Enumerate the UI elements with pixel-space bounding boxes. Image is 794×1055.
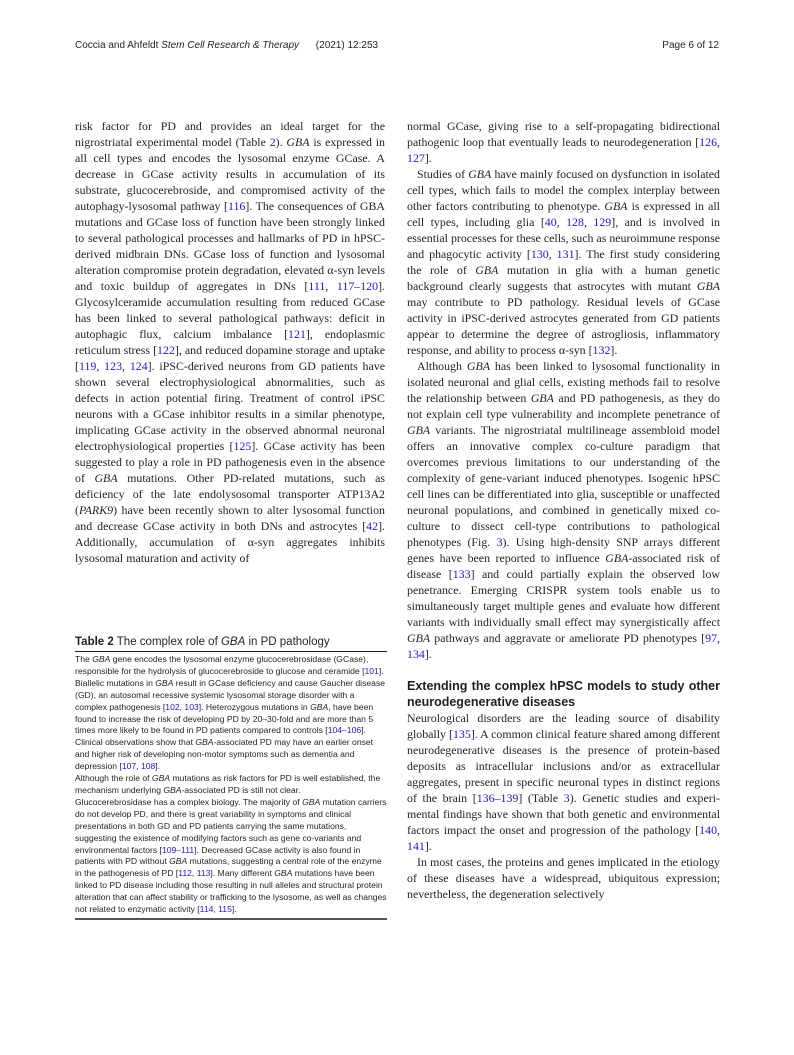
table-2 bbox=[75, 636, 387, 920]
italic-term: GBA bbox=[155, 677, 174, 688]
reference-link[interactable]: 40 bbox=[544, 215, 557, 229]
reference-link[interactable]: 131 bbox=[556, 247, 575, 261]
reference-link[interactable]: 108 bbox=[140, 761, 156, 772]
body-paragraph: normal GCase, giving rise to a self-propagating bidirectional pathogenic loop that eventually leads to neurodegeneration [126, 127]. bbox=[407, 119, 720, 165]
italic-term: GBA bbox=[475, 263, 499, 277]
reference-link[interactable]: 103 bbox=[184, 701, 199, 712]
italic-term: GBA bbox=[530, 391, 554, 405]
reference-link[interactable]: 126 bbox=[699, 135, 718, 149]
page-number: Page 6 of 12 bbox=[662, 40, 719, 51]
reference-link[interactable]: 107 bbox=[121, 761, 137, 772]
table-row: Glucocerebrosidase has a complex biology. The majority of GBA mutation carriers do not develop PD, and there is great variability in symptoms and clinical presentations in both GD and PD patients carrying the same mutations, suggesting the existence of modifying factors such as gene co-variants and environmental factors [109–111]. Decreased GCase activity is also found in patients with PD without GBA mutations, suggesting a central role of the enzyme in the pathogenesis of PD [112, 113]. Many different GBA mutations have been linked to PD disease including those resulting in null alleles and structural protein alteration that can affect stability or trafficking to the lysosome, as well as changes not related to enzymatic activity [114, 115]. bbox=[75, 796, 387, 915]
reference-link[interactable]: 134 bbox=[407, 647, 425, 661]
italic-term: GBA bbox=[163, 784, 182, 795]
italic-term: GBA bbox=[151, 773, 171, 784]
italic-term: GBA bbox=[696, 279, 720, 293]
reference-link[interactable]: 130 bbox=[530, 247, 549, 261]
reference-link[interactable]: 125 bbox=[233, 439, 252, 453]
italic-term: GBA bbox=[605, 551, 629, 565]
reference-link[interactable]: 114 bbox=[199, 904, 214, 915]
reference-link[interactable]: 3 bbox=[563, 791, 570, 805]
italic-term: PARK9 bbox=[78, 503, 114, 517]
italic-term: GBA bbox=[407, 631, 431, 645]
citation-line bbox=[75, 40, 378, 51]
reference-link[interactable]: 124 bbox=[129, 359, 148, 373]
reference-link[interactable]: 115 bbox=[218, 904, 232, 915]
reference-link[interactable]: 112 bbox=[178, 868, 192, 879]
reference-link[interactable]: 101 bbox=[364, 665, 379, 676]
reference-link[interactable]: 140 bbox=[699, 823, 718, 837]
table-row: The GBA gene encodes the lysosomal enzyme glucocerebrosidase (GCase), responsible for the hydrolysis of glucocerebroside to glucose and ceramide [101]. Biallelic mutations in GBA result in GCase deficiency and cause Gaucher disease (GD), an autosomal recessive systemic lysosomal storage disorder with a complex pathogenesis [102, 103]. Heterozygous mutations in GBA, have been found to increase the risk of developing PD by 20–30-fold and are more than 5 times more likely to be found in PD patients compared to controls [104–106]. Clinical observations show that GBA-associated PD may have an earlier onset and higher risk of developing non-motor symptoms such as dementia and depression [107, 108]. bbox=[75, 654, 386, 772]
italic-term: GBA bbox=[468, 167, 492, 181]
reference-link[interactable]: 122 bbox=[157, 343, 175, 357]
running-header bbox=[75, 40, 719, 60]
italic-term: GBA bbox=[310, 701, 329, 712]
reference-link[interactable]: 111 bbox=[308, 279, 326, 293]
reference-link[interactable]: 2 bbox=[269, 135, 276, 149]
reference-link[interactable]: 109–111 bbox=[161, 844, 195, 855]
authors: Coccia and Ahfeldt bbox=[75, 40, 159, 51]
table-row: Although the role of GBA mutations as risk factors for PD is well established, the mechanism underlying GBA-associated PD is still not clear. bbox=[75, 773, 381, 795]
reference-link[interactable]: 132 bbox=[592, 343, 611, 357]
italic-term: GBA bbox=[274, 868, 293, 879]
reference-link[interactable]: 141 bbox=[407, 839, 425, 853]
left-column bbox=[75, 118, 385, 566]
reference-link[interactable]: 97 bbox=[705, 631, 718, 645]
italic-term: GBA bbox=[466, 359, 490, 373]
italic-term: GBA bbox=[195, 737, 214, 748]
journal-name: Stem Cell Research & Therapy bbox=[161, 40, 300, 51]
reference-link[interactable]: 119 bbox=[78, 359, 97, 373]
italic-term: GBA bbox=[407, 423, 431, 437]
body-paragraph: risk factor for PD and provides an ideal target for the nigrostriatal experimental model (Table 2). GBA is expressed in all cell types and encodes the lysosomal enzyme GCase. A decrease in GCase activity results in accumulation of its substrate, glucocerebroside, and compromised activity of the autophagy-lysosomal pathway [116]. The consequences of GBA mutations and GCase loss of function have been strongly linked to several pathological processes and hallmarks of PD in hPSC-derived midbrain DNs. GCase loss of function and lysosomal alteration compromise protein degradation, elevated α-syn levels and toxic buildup of aggregates in DNs [111, 117–120]. Glycosylceramide accumulation resulting from reduced GCase has been linked to several pathological pathways: deficit in autophagic flux, calcium imbalance [121], endoplasmic reticulum stress [122], and reduced dopamine storage and uptake [119, 123, 124]. iPSC-derived neurons from GD patients have shown several electrophysiological abnormalities, such as defects in action potential firing. Treatment of control iPSC neurons with a GCase inhibitor results in a similar phenotype, implicating GCase activity in the observed abnormal neuronal electrophysiological properties [125]. GCase activity has been suggested to play a role in PD pathogenesis even in the absence of GBA mutations. Other PD-related mutations, such as deficiency of the late endolysosomal transporter ATP13A2 (PARK9) have been recently shown to alter lysosomal function and decrease GCase activity in both DNs and astrocytes [42]. Additionally, accumulation of α-syn aggregates inhibits lysosomal maturation and activity of bbox=[75, 119, 386, 565]
section-heading: Extending the complex hPSC models to study other neurodegenerative diseases bbox=[407, 679, 720, 709]
reference-link[interactable]: 123 bbox=[104, 359, 123, 373]
italic-term: GBA bbox=[169, 856, 188, 867]
reference-link[interactable]: 136–139 bbox=[476, 791, 519, 805]
body-paragraph: In most cases, the proteins and genes implicated in the etiology of these diseases have a widespread, ubiquitous expression; nevertheless, the degeneration selectively bbox=[407, 855, 720, 901]
reference-link[interactable]: 133 bbox=[452, 567, 471, 581]
table-body bbox=[75, 652, 387, 920]
reference-link[interactable]: 104–106 bbox=[327, 725, 362, 736]
italic-term: GBA bbox=[92, 654, 111, 664]
body-paragraph: Studies of GBA have mainly focused on dysfunction in isolated cell types, which fails to model the complex interplay between other factors contributing to phenotype. GBA is expressed in all cell types, including glia [40, 128, 129], and is involved in essential processes for these cells, such as neuroimmune response and phagocytic activity [130, 131]. The first study considering the role of GBA mutation in glia with a human genetic background clearly suggests that astrocytes with mutant GBA may contribute to PD pathology. Residual levels of GCase activity in iPSC-derived astrocytes generated from GD patients appear to determine the degree of astrogliosis, inflammatory response, and ability to process α-syn [132]. bbox=[407, 167, 720, 357]
reference-link[interactable]: 127 bbox=[407, 151, 425, 165]
reference-link[interactable]: 102 bbox=[165, 701, 180, 712]
reference-link[interactable]: 117–120 bbox=[336, 279, 379, 293]
reference-link[interactable]: 129 bbox=[593, 215, 612, 229]
reference-link[interactable]: 116 bbox=[227, 199, 246, 213]
table-label: Table 2 bbox=[75, 636, 114, 648]
table-title: Table 2 The complex role of GBA in PD pathology bbox=[75, 636, 387, 652]
body-paragraph: Neurological disorders are the leading source of disability globally [135]. A common clinical feature shared among different neurodegenerative diseases is the presence of protein-based deposits as intracellular inclusions and/or as extracellular aggregates, present in specific neuronal types in distinct regions of the brain [136–139] (Table 3). Genetic studies and experimental findings have shown that both genetic and environmental factors impact the onset and progression of the pathology [140, 141]. bbox=[407, 711, 721, 853]
reference-link[interactable]: 113 bbox=[196, 868, 211, 879]
reference-link[interactable]: 42 bbox=[366, 519, 379, 533]
reference-link[interactable]: 135 bbox=[452, 727, 471, 741]
reference-link[interactable]: 121 bbox=[288, 327, 306, 341]
volume-info: (2021) 12:253 bbox=[315, 40, 379, 51]
italic-term: GBA bbox=[286, 135, 310, 149]
italic-term: GBA bbox=[302, 796, 321, 807]
reference-link[interactable]: 128 bbox=[566, 215, 584, 229]
right-column bbox=[407, 118, 720, 902]
italic-term: GBA bbox=[604, 199, 628, 213]
reference-link[interactable]: 3 bbox=[496, 535, 503, 549]
italic-term: GBA bbox=[94, 471, 118, 485]
body-paragraph: Although GBA has been linked to lysosomal functionality in isolated neuronal and glial cells, existing methods fail to resolve the relationship between GBA and PD pathogenesis, as they do not explain cell type vulnerability and incomplete penetrance of GBA variants. The nigrostriatal multilineage assembloid model offers an innovative complex co-culture paradigm that overcomes previous limitations to our understanding of the complexity of gene-variant induced phenotypes. Isogenic hPSC cell lines can be differentiated into glia, susceptible or unaffected neuronal populations, and combined in genetically mixed co-culture to dissect cell-type contributions to pathological phenotypes (Fig. 3). Using high-density SNP arrays different genes have been reported to influence GBA-associated risk of disease [133] and could partially explain the observed low penetrance. Emerging CRISPR system tools enable us to simultaneously target multiple genes and evaluate how different variants with individually small effect may synergistically affect GBA pathways and aggravate or ameliorate PD phenotypes [97, 134]. bbox=[407, 359, 720, 661]
